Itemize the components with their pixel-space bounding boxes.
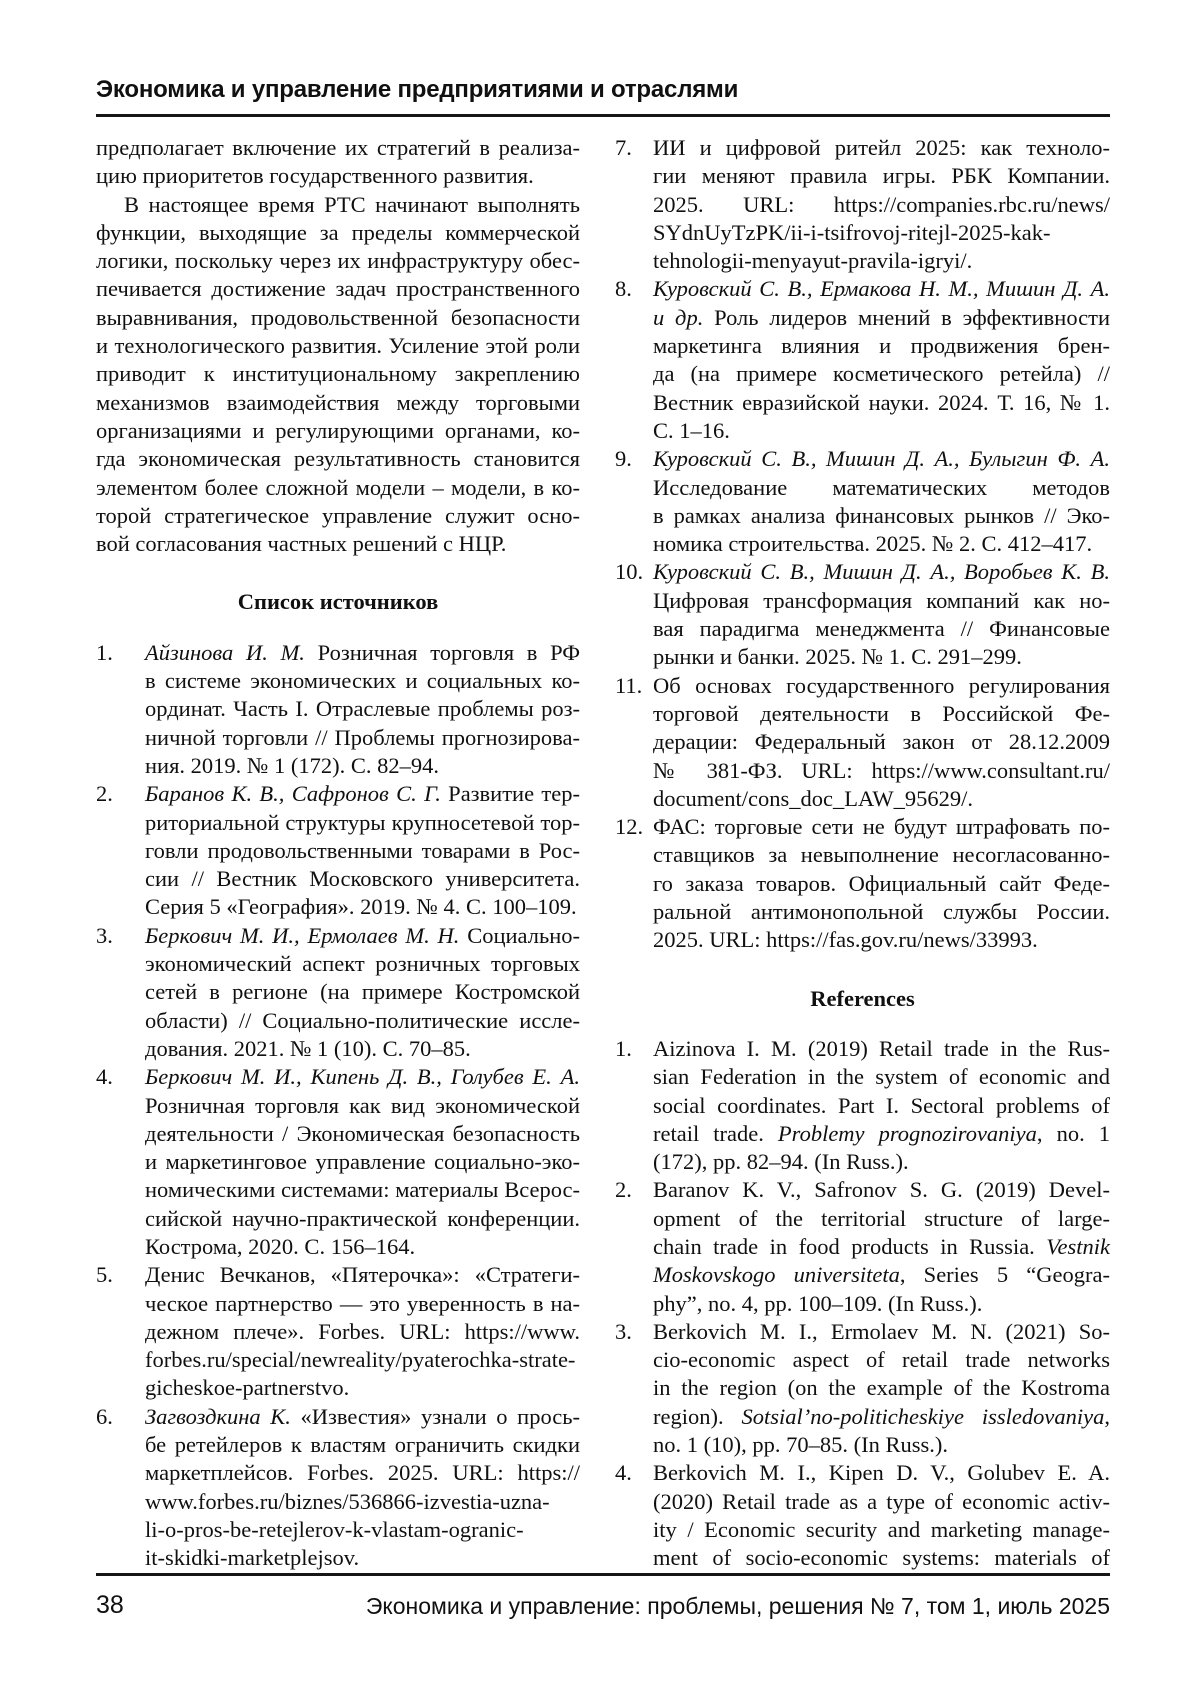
source-item xyxy=(96,1261,580,1402)
text-line xyxy=(653,643,1110,671)
text-line xyxy=(145,1063,580,1091)
item-text xyxy=(653,813,1110,954)
text-segment: cio-economic aspect of retail trade networks xyxy=(653,1347,1110,1373)
text-line xyxy=(145,1233,580,1261)
text-line xyxy=(653,304,1110,332)
text-segment: li-o-pros-be-retejlerov-k-vlastam-ogranic- xyxy=(145,1516,524,1542)
text-line xyxy=(653,1318,1110,1346)
text-segment: в рамках анализа финансовых рынков // Эко- xyxy=(653,502,1110,528)
references-list xyxy=(615,1035,1110,1573)
text-line xyxy=(145,1261,580,1289)
item-number: 9. xyxy=(615,446,632,472)
italic-text-segment: Sotsial’no-politicheskiye issledovaniya xyxy=(741,1403,1105,1429)
source-item xyxy=(96,1403,580,1573)
text-line xyxy=(653,615,1110,643)
text-segment: сии // Вестник Московского университета. xyxy=(145,866,580,892)
text-line xyxy=(145,752,580,780)
text-line xyxy=(653,672,1110,700)
text-segment: Розничная торговля как вид экономической xyxy=(145,1092,580,1118)
text-line xyxy=(145,1318,580,1346)
text-segment: (172), pp. 82–94. (In Russ.). xyxy=(653,1149,909,1175)
italic-text-segment: Загвоздкина К. xyxy=(145,1403,291,1429)
text-line xyxy=(145,893,580,921)
text-line xyxy=(145,1459,580,1487)
item-text xyxy=(653,275,1110,445)
source-item xyxy=(96,922,580,1063)
text-line xyxy=(145,1374,580,1402)
text-segment: маркетплейсов. Forbes. 2025. URL: https:// xyxy=(145,1460,580,1486)
item-number: 10. xyxy=(615,559,644,585)
item-text xyxy=(653,445,1110,558)
text-line xyxy=(653,247,1110,275)
text-segment: ничной торговли // Проблемы прогнозирова- xyxy=(145,724,580,750)
text-segment: ставщиков за невыполнение несогласованно- xyxy=(653,842,1110,868)
text-segment: Baranov K. V., Safronov S. G. (2019) Devel- xyxy=(653,1177,1110,1203)
text-line xyxy=(145,809,580,837)
text-line xyxy=(145,1176,580,1204)
item-number: 2. xyxy=(615,1177,632,1203)
text-segment: Денис Вечканов, «Пятерочка»: «Стратеги- xyxy=(145,1262,580,1288)
text-line xyxy=(653,926,1110,954)
item-text xyxy=(653,1318,1110,1459)
text-line xyxy=(145,1120,580,1148)
item-text xyxy=(653,1459,1110,1572)
text-segment: Серия 5 «География». 2019. № 4. С. 100–109. xyxy=(145,894,577,920)
text-line xyxy=(145,695,580,723)
text-segment: ity / Economic security and marketing manage- xyxy=(653,1516,1110,1542)
text-line xyxy=(145,1403,580,1431)
text-segment: рынки и банки. 2025. № 1. С. 291–299. xyxy=(653,644,1022,670)
text-line xyxy=(653,474,1110,502)
text-segment: С. 1–16. xyxy=(653,417,730,443)
text-line xyxy=(653,1403,1110,1431)
text-line xyxy=(653,275,1110,303)
footer-rule xyxy=(96,1573,1110,1576)
left-column xyxy=(96,134,580,1573)
text-segment: да (на примере косметического ретейла) // xyxy=(653,361,1110,387)
text-segment: gicheskoe-partnerstvo. xyxy=(145,1375,350,1401)
text-segment: в системе экономических и социальных ко- xyxy=(145,668,580,694)
item-number: 6. xyxy=(96,1403,113,1429)
text-segment: Розничная торговля в РФ xyxy=(304,639,580,665)
text-line xyxy=(653,1205,1110,1233)
text-line xyxy=(145,1290,580,1318)
text-segment: № 381-ФЗ. URL: https://www.consultant.ru/ xyxy=(653,757,1110,783)
text-segment: дерации: Федеральный закон от 28.12.2009 xyxy=(653,729,1110,755)
item-number: 5. xyxy=(96,1262,113,1288)
italic-text-segment: Куровский С. В., Мишин Д. А., Воробьев К. В. xyxy=(653,559,1110,585)
text-line xyxy=(96,191,580,219)
sources-list xyxy=(96,639,580,1573)
text-segment: , no. 1 xyxy=(1036,1120,1111,1146)
source-item xyxy=(96,639,580,780)
reference-item xyxy=(615,1318,1110,1459)
text-segment: приводит к институциональному закреплению xyxy=(96,361,580,387)
text-segment: ния. 2019. № 1 (172). С. 82–94. xyxy=(145,752,440,778)
text-line xyxy=(653,587,1110,615)
header-rule xyxy=(96,114,1110,117)
reference-item xyxy=(615,1035,1110,1176)
item-number: 7. xyxy=(615,135,632,160)
text-segment: маркетинга влияния и продвижения брен- xyxy=(653,333,1110,359)
italic-text-segment: и др. xyxy=(653,304,704,330)
text-segment: печивается достижение задач пространственного xyxy=(96,276,580,302)
text-segment: tehnologii-menyayut-pravila-igryi/. xyxy=(653,248,973,274)
text-line xyxy=(96,530,580,558)
text-line xyxy=(96,360,580,388)
text-segment: торой стратегическое управление служит осно- xyxy=(96,502,580,528)
text-segment: Исследование математических методов xyxy=(653,474,1110,500)
text-line xyxy=(653,1431,1110,1459)
text-line xyxy=(145,950,580,978)
text-segment: Об основах государственного регулирования xyxy=(653,672,1110,698)
text-line xyxy=(653,389,1110,417)
source-item xyxy=(96,1063,580,1261)
text-line xyxy=(653,870,1110,898)
item-text xyxy=(145,1261,580,1402)
text-segment: SYdnUyTzPK/ii-i-tsifrovoj-ritejl-2025-kak- xyxy=(653,219,1051,245)
reference-item xyxy=(615,1459,1110,1572)
paragraph xyxy=(96,191,580,559)
text-line xyxy=(145,667,580,695)
text-segment: chain trade in food products in Russia. xyxy=(653,1233,1047,1259)
item-number: 8. xyxy=(615,276,632,302)
text-line xyxy=(653,530,1110,558)
text-segment: ФАС: торговые сети не будут штрафовать по- xyxy=(653,814,1110,840)
text-line xyxy=(653,728,1110,756)
text-segment: , xyxy=(1104,1403,1110,1429)
text-line xyxy=(653,558,1110,586)
item-number: 1. xyxy=(96,639,113,665)
text-line xyxy=(145,1148,580,1176)
text-line xyxy=(653,417,1110,445)
text-segment: ральной антимонопольной службы России. xyxy=(653,899,1110,925)
text-segment: ment of socio-economic systems: materials of xyxy=(653,1545,1110,1571)
text-segment: номическими системами: материалы Всерос- xyxy=(145,1177,580,1203)
text-segment: го заказа товаров. Официальный сайт Феде- xyxy=(653,870,1110,896)
text-line xyxy=(145,1007,580,1035)
text-segment: Кострома, 2020. С. 156–164. xyxy=(145,1233,416,1259)
item-text xyxy=(653,1176,1110,1317)
text-line xyxy=(96,417,580,445)
running-head: Экономика и управление предприятиями и отраслями xyxy=(96,76,739,103)
item-number: 2. xyxy=(96,781,113,807)
text-line xyxy=(96,162,580,190)
text-segment: логики, поскольку через их инфраструктуру обес- xyxy=(96,248,580,274)
text-line xyxy=(96,275,580,303)
text-segment: функции, выходящие за пределы коммерческой xyxy=(96,219,580,245)
source-item xyxy=(615,558,1110,671)
text-segment: , Series 5 “Geogra- xyxy=(899,1262,1110,1288)
text-segment: ческое партнерство — это уверенность в на- xyxy=(145,1290,580,1316)
text-line xyxy=(145,1035,580,1063)
text-segment: Социально- xyxy=(459,922,581,948)
text-segment: деятельности / Экономическая безопасность xyxy=(145,1120,580,1146)
text-segment: www.forbes.ru/biznes/536866-izvestia-uzna- xyxy=(145,1488,550,1514)
sources-list-continued xyxy=(615,134,1110,955)
text-segment: дования. 2021. № 1 (10). С. 70–85. xyxy=(145,1035,471,1061)
text-line xyxy=(653,1063,1110,1091)
item-text xyxy=(653,134,1110,275)
text-line xyxy=(145,922,580,950)
text-segment: Berkovich M. I., Ermolaev M. N. (2021) So- xyxy=(653,1318,1110,1344)
text-line xyxy=(653,445,1110,473)
text-segment: сийской научно-практической конференции. xyxy=(145,1205,580,1231)
text-line xyxy=(653,898,1110,926)
text-segment: ИИ и цифровой ритейл 2025: как техноло- xyxy=(653,135,1110,160)
text-line xyxy=(96,247,580,275)
text-line xyxy=(653,813,1110,841)
item-text xyxy=(653,1035,1110,1176)
item-text xyxy=(145,922,580,1063)
text-line xyxy=(653,1035,1110,1063)
text-segment: ординат. Часть I. Отраслевые проблемы роз- xyxy=(145,696,580,722)
text-segment: области) // Социально-политические иссле- xyxy=(145,1007,580,1033)
item-number: 11. xyxy=(615,672,643,698)
text-segment: forbes.ru/special/newreality/pyaterochka-strate- xyxy=(145,1347,576,1373)
text-segment: retail trade. xyxy=(653,1120,778,1146)
text-line xyxy=(653,700,1110,728)
item-number: 4. xyxy=(615,1460,632,1486)
italic-text-segment: Беркович М. И., Ермолаев М. Н. xyxy=(145,922,460,948)
item-number: 12. xyxy=(615,814,644,840)
text-line xyxy=(96,389,580,417)
text-segment: Berkovich M. I., Kipen D. V., Golubev E. A. xyxy=(653,1460,1110,1486)
text-segment: Aizinova I. M. (2019) Retail trade in the Rus- xyxy=(653,1035,1110,1061)
text-line xyxy=(653,785,1110,813)
text-segment: 2025. URL: https://companies.rbc.ru/news/ xyxy=(653,191,1110,217)
text-segment: social coordinates. Part I. Sectoral problems of xyxy=(653,1092,1110,1118)
text-line xyxy=(653,1120,1110,1148)
text-line xyxy=(653,841,1110,869)
text-line xyxy=(653,1516,1110,1544)
text-line xyxy=(653,1374,1110,1402)
text-segment: phy”, no. 4, pp. 100–109. (In Russ.). xyxy=(653,1290,983,1316)
italic-text-segment: Беркович М. И., Кипень Д. В., Голубев Е. А. xyxy=(145,1064,580,1090)
journal-footer: Экономика и управление: проблемы, решения № 7, том 1, июль 2025 xyxy=(365,1593,1110,1619)
text-line xyxy=(145,1092,580,1120)
source-item xyxy=(615,813,1110,954)
text-segment: риториальной структуры крупносетевой тор- xyxy=(145,809,580,835)
text-segment: 2025. URL: https://fas.gov.ru/news/33993. xyxy=(653,927,1038,953)
text-line xyxy=(145,639,580,667)
text-segment: Цифровая трансформация компаний как но- xyxy=(653,587,1110,613)
source-item xyxy=(615,134,1110,275)
text-line xyxy=(653,1346,1110,1374)
text-segment: В настоящее время РТС начинают выполнять xyxy=(124,191,580,217)
item-text xyxy=(145,1063,580,1261)
text-line xyxy=(653,191,1110,219)
text-line xyxy=(145,724,580,752)
text-segment: «Известия» узнали о прось- xyxy=(290,1403,580,1429)
text-segment: document/cons_doc_LAW_95629/. xyxy=(653,785,974,811)
text-line xyxy=(653,1148,1110,1176)
text-segment: sian Federation in the system of economic and xyxy=(653,1064,1110,1090)
reference-item xyxy=(615,1176,1110,1317)
source-item xyxy=(615,275,1110,445)
italic-text-segment: Айзинова И. М. xyxy=(145,639,305,665)
text-segment: экономический аспект розничных торговых xyxy=(145,951,580,977)
page-number: 38 xyxy=(96,1591,124,1619)
italic-text-segment: Куровский С. В., Мишин Д. А., Булыгин Ф. А. xyxy=(653,446,1110,472)
item-number: 4. xyxy=(96,1064,113,1090)
text-segment: opment of the territorial structure of large- xyxy=(653,1205,1110,1231)
text-line xyxy=(653,1290,1110,1318)
text-segment: номика строительства. 2025. № 2. С. 412–417. xyxy=(653,531,1093,557)
text-line xyxy=(145,1431,580,1459)
text-line xyxy=(145,1488,580,1516)
source-item xyxy=(96,780,580,921)
text-segment: торговой деятельности в Российской Фе- xyxy=(653,700,1110,726)
text-segment: и маркетинговое управление социально-эко- xyxy=(145,1149,580,1175)
text-line xyxy=(653,1092,1110,1120)
sources-heading: Список источников xyxy=(237,589,439,615)
text-segment: no. 1 (10), pp. 70–85. (In Russ.). xyxy=(653,1432,948,1458)
text-line xyxy=(653,1488,1110,1516)
text-segment: вой согласования частных решений с НЦР. xyxy=(96,531,507,557)
text-segment: Вестник евразийской науки. 2024. Т. 16, № 1. xyxy=(653,389,1110,415)
text-line xyxy=(653,1176,1110,1204)
source-item xyxy=(615,672,1110,813)
text-line xyxy=(653,360,1110,388)
text-line xyxy=(653,219,1110,247)
text-line xyxy=(145,837,580,865)
text-segment: дежном плече». Forbes. URL: https://www. xyxy=(145,1318,580,1344)
paragraph xyxy=(96,134,580,191)
text-line xyxy=(96,332,580,360)
text-line xyxy=(653,1459,1110,1487)
text-line xyxy=(145,1516,580,1544)
text-segment: выравнивания, продовольственной безопасности xyxy=(96,304,580,330)
text-segment: механизмов взаимодействия между торговыми xyxy=(96,389,580,415)
text-segment: it-skidki-marketplejsov. xyxy=(145,1545,360,1571)
text-line xyxy=(653,1261,1110,1289)
italic-text-segment: Problemy prognozirovaniya xyxy=(777,1120,1037,1146)
text-line xyxy=(653,1544,1110,1572)
text-line xyxy=(96,445,580,473)
text-segment: region). xyxy=(653,1403,742,1429)
italic-text-segment: Баранов К. В., Сафронов С. Г. xyxy=(145,781,441,807)
item-text xyxy=(145,780,580,921)
text-line xyxy=(145,1544,580,1572)
item-text xyxy=(145,639,580,780)
text-line xyxy=(145,978,580,1006)
item-number: 1. xyxy=(615,1035,632,1061)
text-line xyxy=(96,134,580,162)
text-segment: Роль лидеров мнений в эффективности xyxy=(703,304,1110,330)
text-segment: бе ретейлеров к властям ограничить скидки xyxy=(145,1432,580,1458)
source-item xyxy=(615,445,1110,558)
text-line xyxy=(145,780,580,808)
text-line xyxy=(653,134,1110,162)
body-paragraphs xyxy=(96,134,580,558)
text-segment: элементом более сложной модели – модели, в ко- xyxy=(96,474,580,500)
text-line xyxy=(145,1205,580,1233)
text-segment: говли продовольственными товарами в Рос- xyxy=(145,837,580,863)
text-line xyxy=(653,332,1110,360)
italic-text-segment: Vestnik xyxy=(1046,1233,1110,1259)
references-heading: References xyxy=(810,985,915,1011)
text-line xyxy=(96,304,580,332)
text-segment: гда экономическая результативность становится xyxy=(96,446,580,472)
text-line xyxy=(96,502,580,530)
right-column xyxy=(615,134,1110,1573)
text-segment: организациями и регулирующими органами, ко- xyxy=(96,417,580,443)
text-line xyxy=(653,502,1110,530)
item-text xyxy=(653,672,1110,813)
text-line xyxy=(145,1346,580,1374)
italic-text-segment: Moskovskogo universiteta xyxy=(653,1262,900,1288)
text-segment: цию приоритетов государственного развития. xyxy=(96,163,534,189)
item-number: 3. xyxy=(96,922,113,948)
text-segment: вая парадигма менеджмента // Финансовые xyxy=(653,616,1110,642)
text-line xyxy=(653,1233,1110,1261)
text-segment: (2020) Retail trade as a type of economic activ- xyxy=(653,1488,1110,1514)
text-line xyxy=(653,162,1110,190)
text-segment: предполагает включение их стратегий в реализа- xyxy=(96,135,580,160)
text-line xyxy=(653,757,1110,785)
text-segment: сетей в регионе (на примере Костромской xyxy=(145,979,580,1005)
text-segment: Развитие тер- xyxy=(440,781,580,807)
text-line xyxy=(96,474,580,502)
item-number: 3. xyxy=(615,1318,632,1344)
text-segment: гии меняют правила игры. РБК Компании. xyxy=(653,163,1110,189)
text-line xyxy=(96,219,580,247)
italic-text-segment: Куровский С. В., Ермакова Н. М., Мишин Д. А. xyxy=(653,276,1110,302)
page-body xyxy=(96,134,1110,1573)
text-line xyxy=(145,865,580,893)
text-segment: и технологического развития. Усиление этой роли xyxy=(96,333,580,359)
text-segment: in the region (on the example of the Kostroma xyxy=(653,1375,1110,1401)
item-text xyxy=(145,1403,580,1573)
item-text xyxy=(653,558,1110,671)
